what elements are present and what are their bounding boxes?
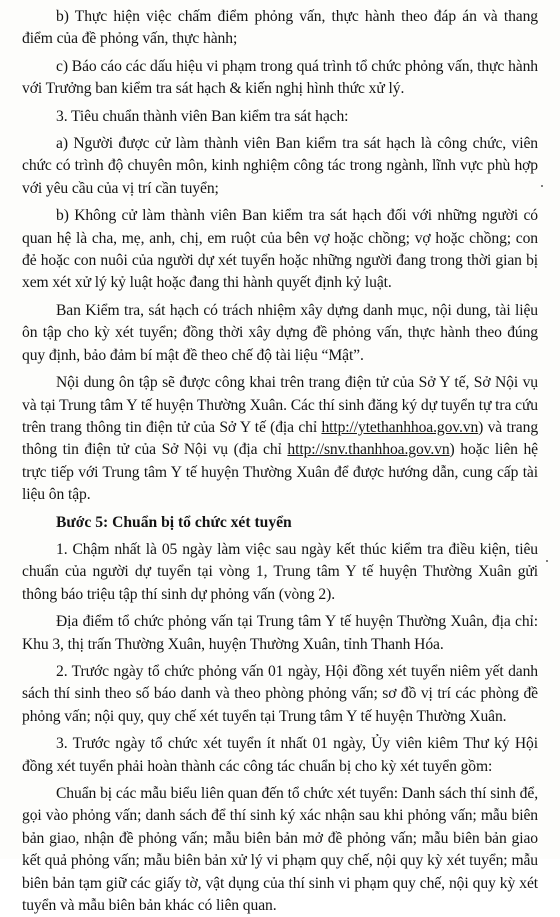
review-text-part-2: ) và trang thông tin điện tử của Sở Nội vụ (địa chỉ [22,418,539,459]
paragraph-board-responsibility: Ban Kiểm tra, sát hạch có trách nhiệm xây dựng danh mục, nội dung, tài liệu ôn tập cho kỳ xét tuyển; đồng thời xây dựng đề phỏng vấn, thực hành theo đúng quy định, bảo đảm bí mật đề theo chế độ tài liệu “Mật”. [22,301,538,364]
paragraph-interview-location: Địa điểm tổ chức phỏng vấn tại Trung tâm Y tế huyện Thường Xuân, địa chỉ: Khu 3, thị trấn Thường Xuân, huyện Thường Xuân, tỉnh Thanh Hóa. [22,613,538,653]
health-department-link[interactable]: http://ytethanhhoa.gov.vn [321,418,479,436]
review-text-part-3: ) hoặc liên hệ trực tiếp với Trung tâm Y tế huyện Thường Xuân để được hướng dẫn, cung cấp tài liệu ôn tập. [22,441,538,504]
paragraph-secretary-preparation: 3. Trước ngày tổ chức xét tuyển ít nhất 01 ngày, Ủy viên kiêm Thư ký Hội đồng xét tuyển phải hoàn thành các công tác chuẩn bị cho kỳ xét tuyển gồm: [22,735,538,775]
section-heading-step-5: Bước 5: Chuẩn bị tổ chức xét tuyển [56,513,292,531]
paragraph-member-criteria-heading: 3. Tiêu chuẩn thành viên Ban kiểm tra sát hạch: [56,107,349,125]
paragraph-forms-list: Chuẩn bị các mẫu biểu liên quan đến tổ chức xét tuyển: Danh sách thí sinh để, gọi vào phỏng vấn; danh sách để thí sinh ký xác nhận sau khi phỏng vấn; mẫu biên bản giao, nhận đề phỏng vấn; mẫu biên bản mở đề phỏng vấn; mẫu biên bản giao kết quả phỏng vấn; mẫu biên bản xử lý vi phạm quy chế, nội quy kỳ xét tuyển; mẫu biên bản tạm giữ các giấy tờ, vật dụng của thí sinh vi phạm quy chế, nội quy kỳ xét tuyển và mẫu biên bản khác có liên quan. [22,785,538,915]
paragraph-report-violations: c) Báo cáo các dấu hiệu vi phạm trong quá trình tổ chức phỏng vấn, thực hành với Trưởng ban kiểm tra sát hạch & kiến nghị hình thức xử lý. [22,57,538,98]
paragraph-invitation-notice: 1. Chậm nhất là 05 ngày làm việc sau ngày kết thúc kiểm tra điều kiện, tiêu chuẩn của người dự tuyển tại vòng 1, Trung tâm Y tế huyện Thường Xuân gửi thông báo triệu tập thí sinh dự phỏng vấn (vòng 2). [22,540,538,603]
paragraph-review-materials [22,372,538,506]
paragraph-member-qualification: a) Người được cử làm thành viên Ban kiểm tra sát hạch là công chức, viên chức có trình độ chuyên môn, kinh nghiệm công tác trong ngành, lĩnh vực phù hợp với yêu cầu của vị trí cần tuyển; [22,135,538,197]
paragraph-scoring: b) Thực hiện việc chấm điểm phỏng vấn, thực hành theo đáp án và thang điểm của đề phỏng vấn, thực hành; [22,8,538,48]
scan-speck [546,560,548,562]
home-affairs-department-link[interactable]: http://snv.thanhhoa.gov.vn [287,441,450,459]
paragraph-posting-lists: 2. Trước ngày tổ chức phỏng vấn 01 ngày, Hội đồng xét tuyển niêm yết danh sách thí sinh theo số báo danh và theo phòng phỏng vấn; sơ đồ vị trí các phòng đề phỏng vấn; nội quy, quy chế xét tuyển tại Trung tâm Y tế huyện Thường Xuân. [22,662,538,725]
review-text-part-1: Nội dung ôn tập sẽ được công khai trên trang điện tử của Sở Y tế, Sở Nội vụ và tại Trung tâm Y tế huyện Thường Xuân. Các thí sinh đăng ký dự tuyển tự tra cứu trên trang thông tin điện tử của Sở Y tế (địa chỉ [22,374,538,436]
paragraph-member-exclusion: b) Không cử làm thành viên Ban kiểm tra sát hạch đối với những người có quan hệ là cha, mẹ, anh, chị, em ruột của bên vợ hoặc chồng; vợ hoặc chồng; con đẻ hoặc con nuôi của người dự xét tuyển hoặc những người đang trong thời gian bị xem xét xử lý kỷ luật hoặc đang thi hành quyết định kỷ luật. [22,207,538,292]
scan-speck [541,185,543,187]
